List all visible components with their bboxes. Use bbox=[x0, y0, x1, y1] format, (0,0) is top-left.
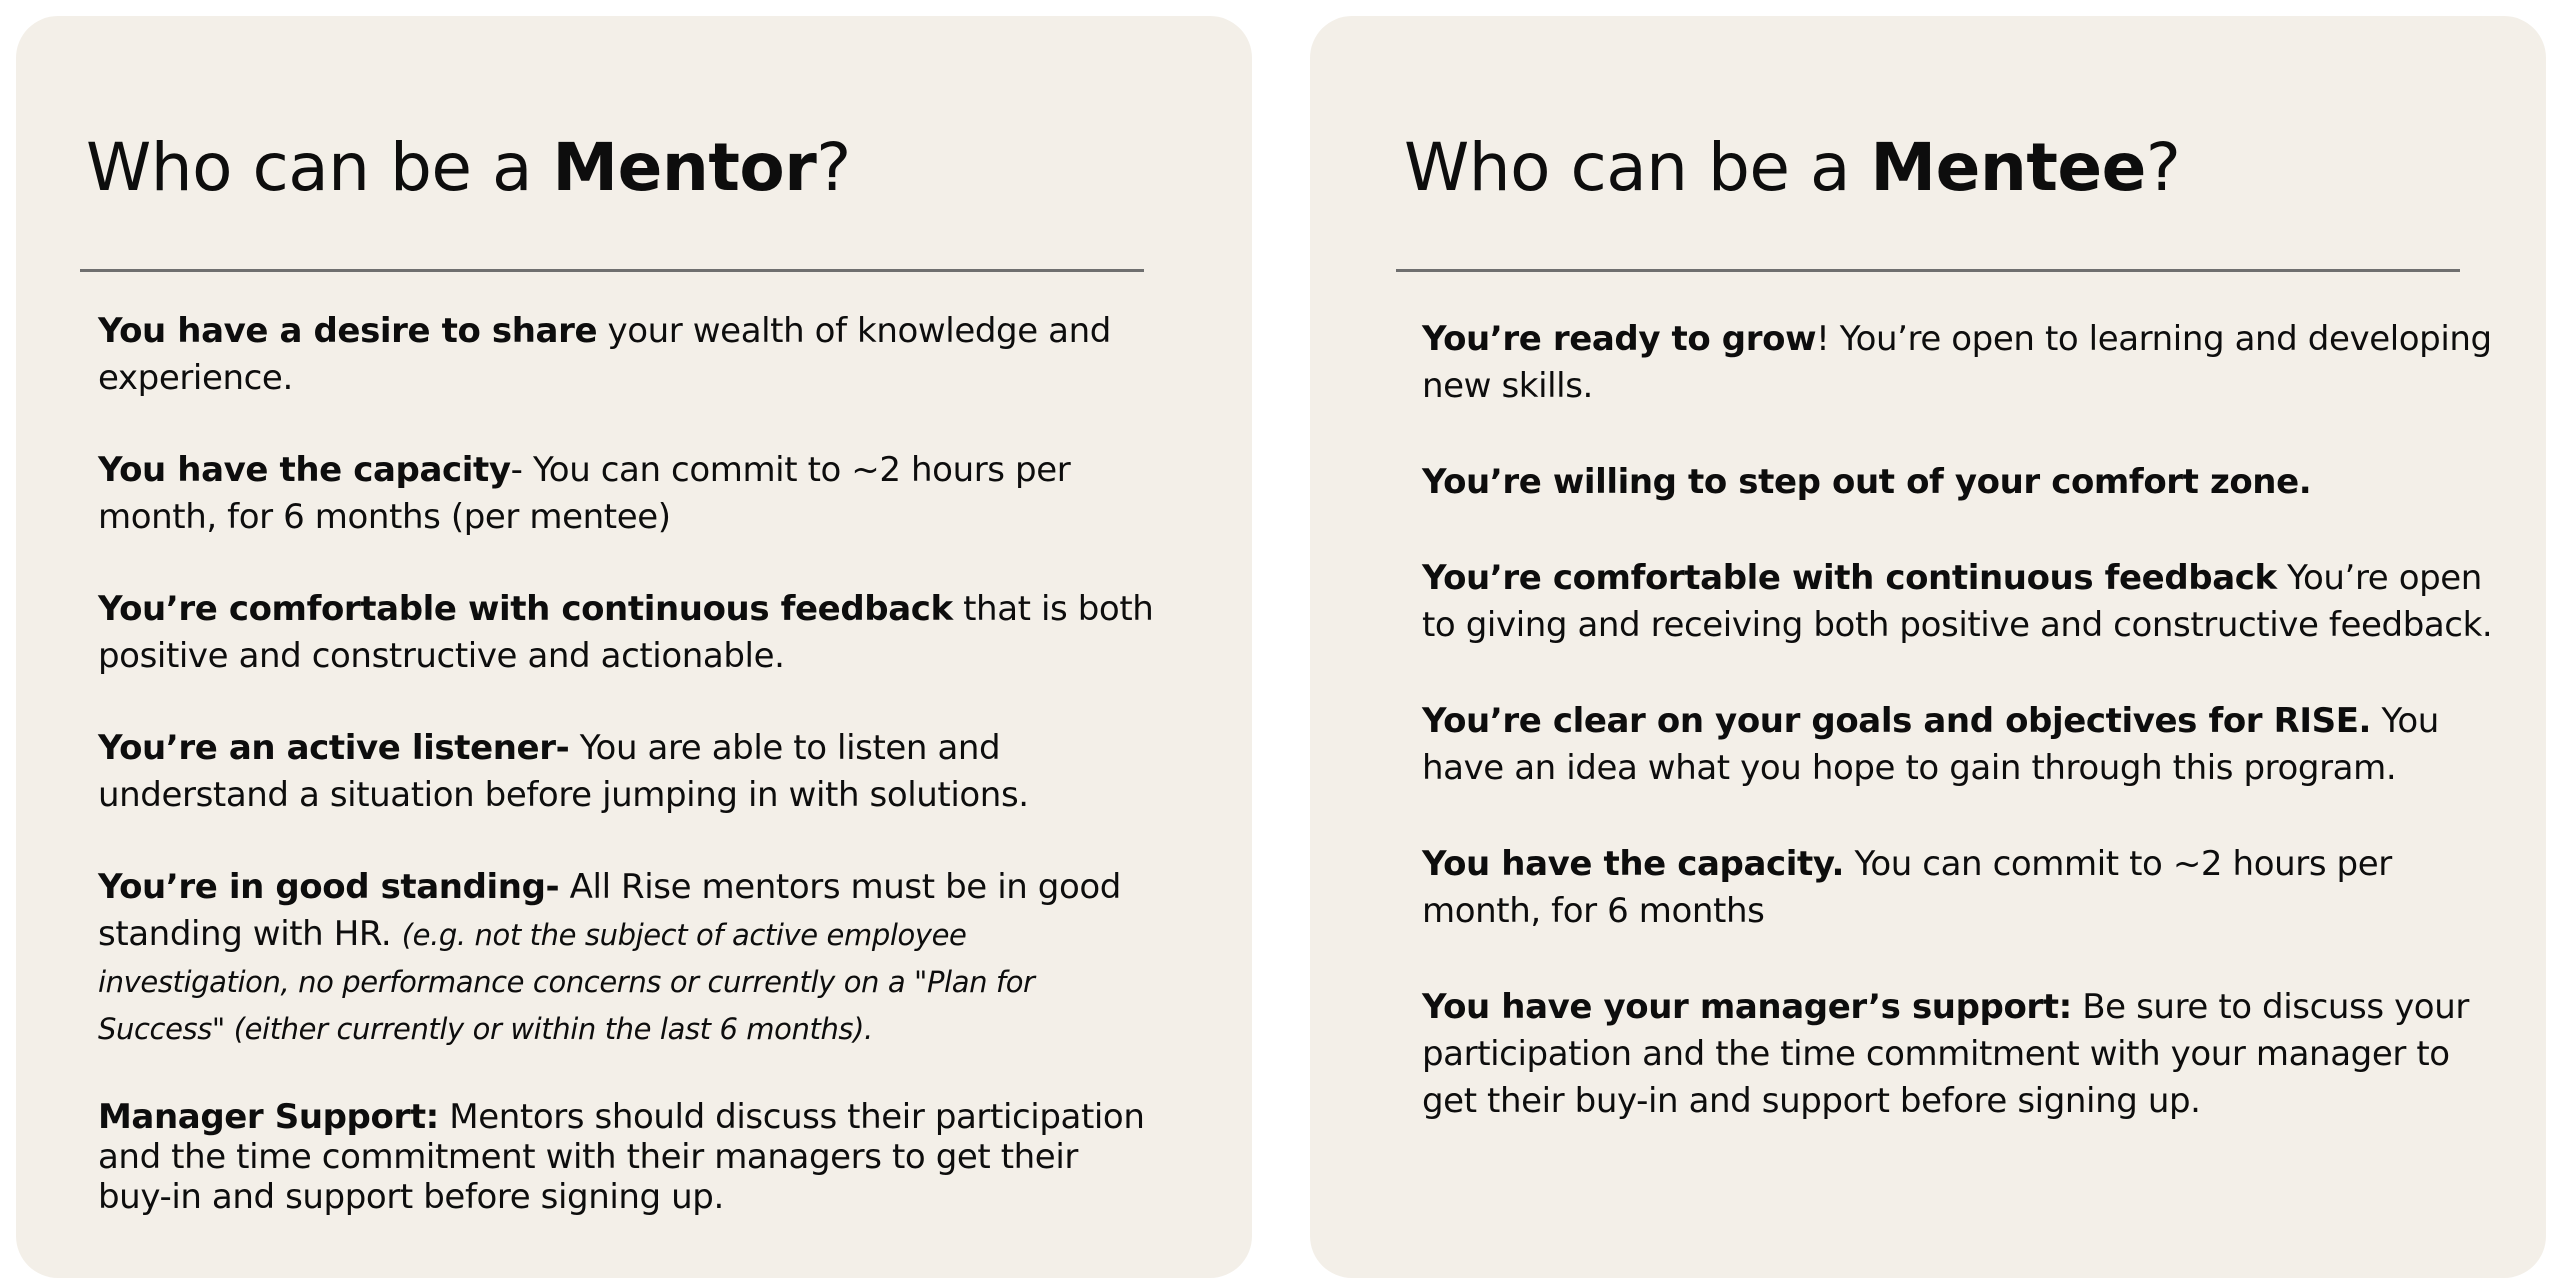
criterion-text: Be sure to discuss your participation and the time commitment with your manager to get their buy-in and support before signing up. bbox=[1422, 987, 2469, 1121]
mentor-criterion bbox=[98, 447, 1158, 541]
mentor-card bbox=[16, 16, 1252, 1278]
criterion-heading: You’re ready to grow bbox=[1422, 319, 1817, 359]
criterion-heading: You’re comfortable with continuous feedback bbox=[1422, 558, 2277, 598]
mentee-criterion bbox=[1422, 555, 2502, 649]
mentee-criterion bbox=[1422, 316, 2502, 410]
criterion-heading: You have a desire to share bbox=[98, 311, 598, 351]
mentor-criterion bbox=[98, 725, 1158, 819]
mentor-divider bbox=[80, 269, 1144, 272]
criterion-text: You have an idea what you hope to gain through this program. bbox=[1422, 701, 2439, 788]
mentee-criteria-list bbox=[1422, 316, 2502, 1174]
mentee-criterion bbox=[1422, 984, 2502, 1125]
mentee-title-suffix: ? bbox=[2145, 129, 2181, 206]
criterion-heading: You’re in good standing- bbox=[98, 867, 560, 907]
mentor-criterion bbox=[98, 864, 1158, 1052]
mentor-title-emphasis: Mentor bbox=[552, 129, 817, 206]
criterion-heading: You’re comfortable with continuous feedback bbox=[98, 589, 953, 629]
mentee-criterion bbox=[1422, 459, 2502, 506]
mentor-title-suffix: ? bbox=[816, 129, 851, 206]
criterion-text: All Rise mentors must be in good standing with HR. bbox=[98, 867, 1121, 954]
criterion-heading: You have your manager’s support: bbox=[1422, 987, 2072, 1027]
criterion-heading: You’re clear on your goals and objectives for RISE. bbox=[1422, 701, 2372, 741]
mentee-criterion bbox=[1422, 841, 2502, 935]
mentee-divider bbox=[1396, 269, 2460, 272]
mentor-criterion bbox=[98, 308, 1158, 402]
criterion-text: Mentors should discuss their participation and the time commitment with their managers to get their buy-in and support before signing up. bbox=[98, 1097, 1145, 1217]
criterion-note: (e.g. not the subject of active employee investigation, no performance concerns or currently on a "Plan for Success" (either currently or within the last 6 months). bbox=[98, 918, 1035, 1046]
mentor-title-prefix: Who can be a bbox=[86, 129, 553, 206]
mentee-criterion bbox=[1422, 698, 2502, 792]
mentee-card-title bbox=[1404, 128, 2180, 207]
mentee-title-prefix: Who can be a bbox=[1404, 129, 1871, 206]
criterion-heading: You’re willing to step out of your comfort zone. bbox=[1422, 462, 2312, 502]
criterion-text: your wealth of knowledge and experience. bbox=[98, 311, 1111, 398]
criterion-text: that is both positive and constructive and actionable. bbox=[98, 589, 1154, 676]
criterion-text: You’re open to giving and receiving both positive and constructive feedback. bbox=[1422, 558, 2493, 645]
criterion-text: You can commit to ~2 hours per month, for 6 months bbox=[1422, 844, 2392, 931]
mentee-card bbox=[1310, 16, 2546, 1278]
criterion-text: You are able to listen and understand a situation before jumping in with solutions. bbox=[98, 728, 1029, 815]
criterion-heading: You have the capacity bbox=[98, 450, 511, 490]
criterion-heading: You have the capacity. bbox=[1422, 844, 1845, 884]
mentor-card-title bbox=[86, 128, 851, 207]
criterion-text: ! You’re open to learning and developing new skills. bbox=[1422, 319, 2492, 406]
mentee-title-emphasis: Mentee bbox=[1870, 129, 2146, 206]
mentor-criterion bbox=[98, 586, 1158, 680]
criterion-heading: Manager Support: bbox=[98, 1097, 439, 1137]
criterion-heading: You’re an active listener- bbox=[98, 728, 570, 768]
mentor-criterion bbox=[98, 1097, 1158, 1217]
criterion-text: - You can commit to ~2 hours per month, for 6 months (per mentee) bbox=[98, 450, 1071, 537]
mentor-criteria-list bbox=[98, 308, 1158, 1262]
